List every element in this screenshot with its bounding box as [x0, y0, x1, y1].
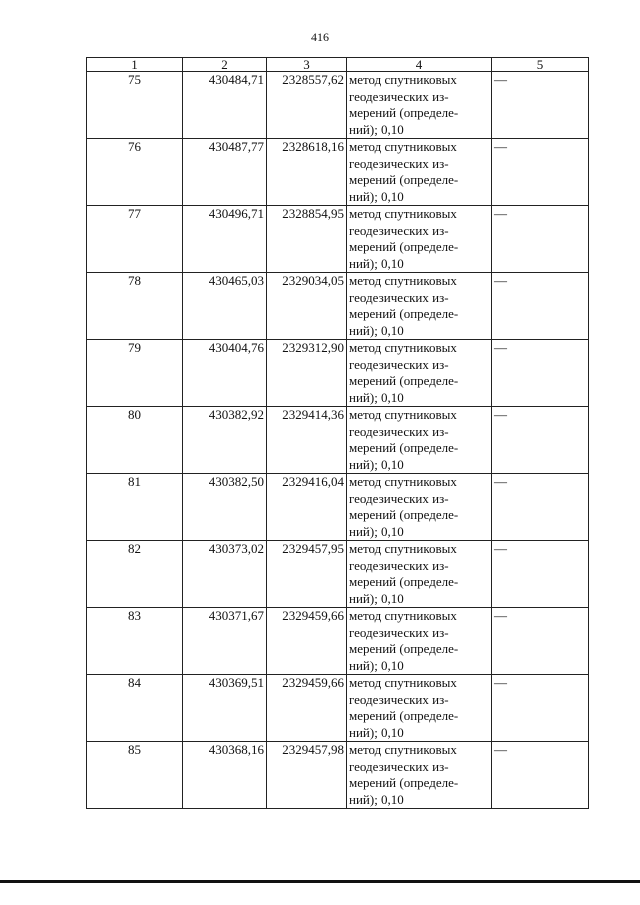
method-text-line: ний); 0,10 [349, 724, 404, 740]
method-text-line: метод спутниковых [349, 608, 457, 623]
method-text-line: ний); 0,10 [349, 188, 404, 204]
method-text-line: мерений (определе- [349, 507, 459, 522]
column-header: 5 [492, 58, 589, 72]
method-text-line: мерений (определе- [349, 239, 459, 254]
note-cell: — [492, 742, 589, 809]
method-text-line: мерений (определе- [349, 373, 459, 388]
method-text-line: геодезических из- [349, 356, 449, 372]
table-row [87, 340, 589, 407]
table-header-row [87, 58, 589, 72]
point-number-cell: 84 [87, 675, 183, 742]
point-number-cell: 83 [87, 608, 183, 675]
table-row [87, 742, 589, 809]
method-cell [347, 206, 492, 273]
x-coordinate-cell: 430484,71 [183, 72, 267, 139]
method-text-line: геодезических из- [349, 490, 449, 506]
column-header: 1 [87, 58, 183, 72]
method-cell [347, 273, 492, 340]
method-text-line: ний); 0,10 [349, 791, 404, 807]
table-row [87, 675, 589, 742]
method-text-line: геодезических из- [349, 289, 449, 305]
note-cell: — [492, 407, 589, 474]
method-text-line: ний); 0,10 [349, 322, 404, 338]
table-row [87, 72, 589, 139]
method-text-line: метод спутниковых [349, 72, 457, 87]
method-text-line: мерений (определе- [349, 574, 459, 589]
method-text-line: геодезических из- [349, 691, 449, 707]
x-coordinate-cell: 430369,51 [183, 675, 267, 742]
method-text-line: мерений (определе- [349, 775, 459, 790]
method-cell [347, 742, 492, 809]
method-cell [347, 541, 492, 608]
point-number-cell: 79 [87, 340, 183, 407]
y-coordinate-cell: 2329034,05 [267, 273, 347, 340]
method-text-line: геодезических из- [349, 758, 449, 774]
table-row [87, 474, 589, 541]
note-cell: — [492, 72, 589, 139]
point-number-cell: 77 [87, 206, 183, 273]
x-coordinate-cell: 430382,92 [183, 407, 267, 474]
table-row [87, 407, 589, 474]
method-text-line: геодезических из- [349, 222, 449, 238]
note-cell: — [492, 340, 589, 407]
column-header: 4 [347, 58, 492, 72]
method-text-line: метод спутниковых [349, 273, 457, 288]
x-coordinate-cell: 430465,03 [183, 273, 267, 340]
note-cell: — [492, 675, 589, 742]
page-number: 416 [311, 30, 329, 44]
y-coordinate-cell: 2328557,62 [267, 72, 347, 139]
method-text-line: метод спутниковых [349, 407, 457, 422]
y-coordinate-cell: 2329457,95 [267, 541, 347, 608]
y-coordinate-cell: 2328618,16 [267, 139, 347, 206]
note-cell: — [492, 139, 589, 206]
method-text-line: ний); 0,10 [349, 389, 404, 405]
y-coordinate-cell: 2329312,90 [267, 340, 347, 407]
method-text-line: мерений (определе- [349, 708, 459, 723]
column-header: 3 [267, 58, 347, 72]
point-number-cell: 80 [87, 407, 183, 474]
y-coordinate-cell: 2329416,04 [267, 474, 347, 541]
x-coordinate-cell: 430371,67 [183, 608, 267, 675]
method-cell [347, 675, 492, 742]
method-text-line: мерений (определе- [349, 641, 459, 656]
method-text-line: ний); 0,10 [349, 121, 404, 137]
point-number-cell: 81 [87, 474, 183, 541]
method-cell [347, 139, 492, 206]
method-text-line: ний); 0,10 [349, 456, 404, 472]
method-text-line: геодезических из- [349, 557, 449, 573]
column-header: 2 [183, 58, 267, 72]
point-number-cell: 78 [87, 273, 183, 340]
table-row [87, 541, 589, 608]
method-text-line: ний); 0,10 [349, 657, 404, 673]
note-cell: — [492, 273, 589, 340]
method-cell [347, 340, 492, 407]
method-text-line: ний); 0,10 [349, 523, 404, 539]
x-coordinate-cell: 430404,76 [183, 340, 267, 407]
method-cell [347, 474, 492, 541]
method-cell [347, 407, 492, 474]
method-text-line: геодезических из- [349, 423, 449, 439]
method-text-line: мерений (определе- [349, 105, 459, 120]
method-text-line: метод спутниковых [349, 541, 457, 556]
method-cell [347, 608, 492, 675]
method-cell [347, 72, 492, 139]
table-row [87, 273, 589, 340]
y-coordinate-cell: 2329414,36 [267, 407, 347, 474]
method-text-line: ний); 0,10 [349, 590, 404, 606]
note-cell: — [492, 474, 589, 541]
note-cell: — [492, 608, 589, 675]
y-coordinate-cell: 2329459,66 [267, 608, 347, 675]
method-text-line: геодезических из- [349, 155, 449, 171]
y-coordinate-cell: 2329457,98 [267, 742, 347, 809]
method-text-line: метод спутниковых [349, 675, 457, 690]
method-text-line: метод спутниковых [349, 474, 457, 489]
table-row [87, 206, 589, 273]
method-text-line: геодезических из- [349, 624, 449, 640]
note-cell: — [492, 541, 589, 608]
method-text-line: метод спутниковых [349, 206, 457, 221]
table-row [87, 608, 589, 675]
note-cell: — [492, 206, 589, 273]
coordinates-table [86, 57, 589, 809]
x-coordinate-cell: 430382,50 [183, 474, 267, 541]
x-coordinate-cell: 430496,71 [183, 206, 267, 273]
point-number-cell: 82 [87, 541, 183, 608]
x-coordinate-cell: 430373,02 [183, 541, 267, 608]
method-text-line: мерений (определе- [349, 306, 459, 321]
x-coordinate-cell: 430487,77 [183, 139, 267, 206]
method-text-line: мерений (определе- [349, 440, 459, 455]
method-text-line: метод спутниковых [349, 139, 457, 154]
method-text-line: метод спутниковых [349, 340, 457, 355]
table-row [87, 139, 589, 206]
method-text-line: мерений (определе- [349, 172, 459, 187]
method-text-line: ний); 0,10 [349, 255, 404, 271]
method-text-line: геодезических из- [349, 88, 449, 104]
x-coordinate-cell: 430368,16 [183, 742, 267, 809]
y-coordinate-cell: 2329459,66 [267, 675, 347, 742]
point-number-cell: 76 [87, 139, 183, 206]
point-number-cell: 75 [87, 72, 183, 139]
page-bottom-rule [0, 880, 640, 883]
method-text-line: метод спутниковых [349, 742, 457, 757]
point-number-cell: 85 [87, 742, 183, 809]
y-coordinate-cell: 2328854,95 [267, 206, 347, 273]
